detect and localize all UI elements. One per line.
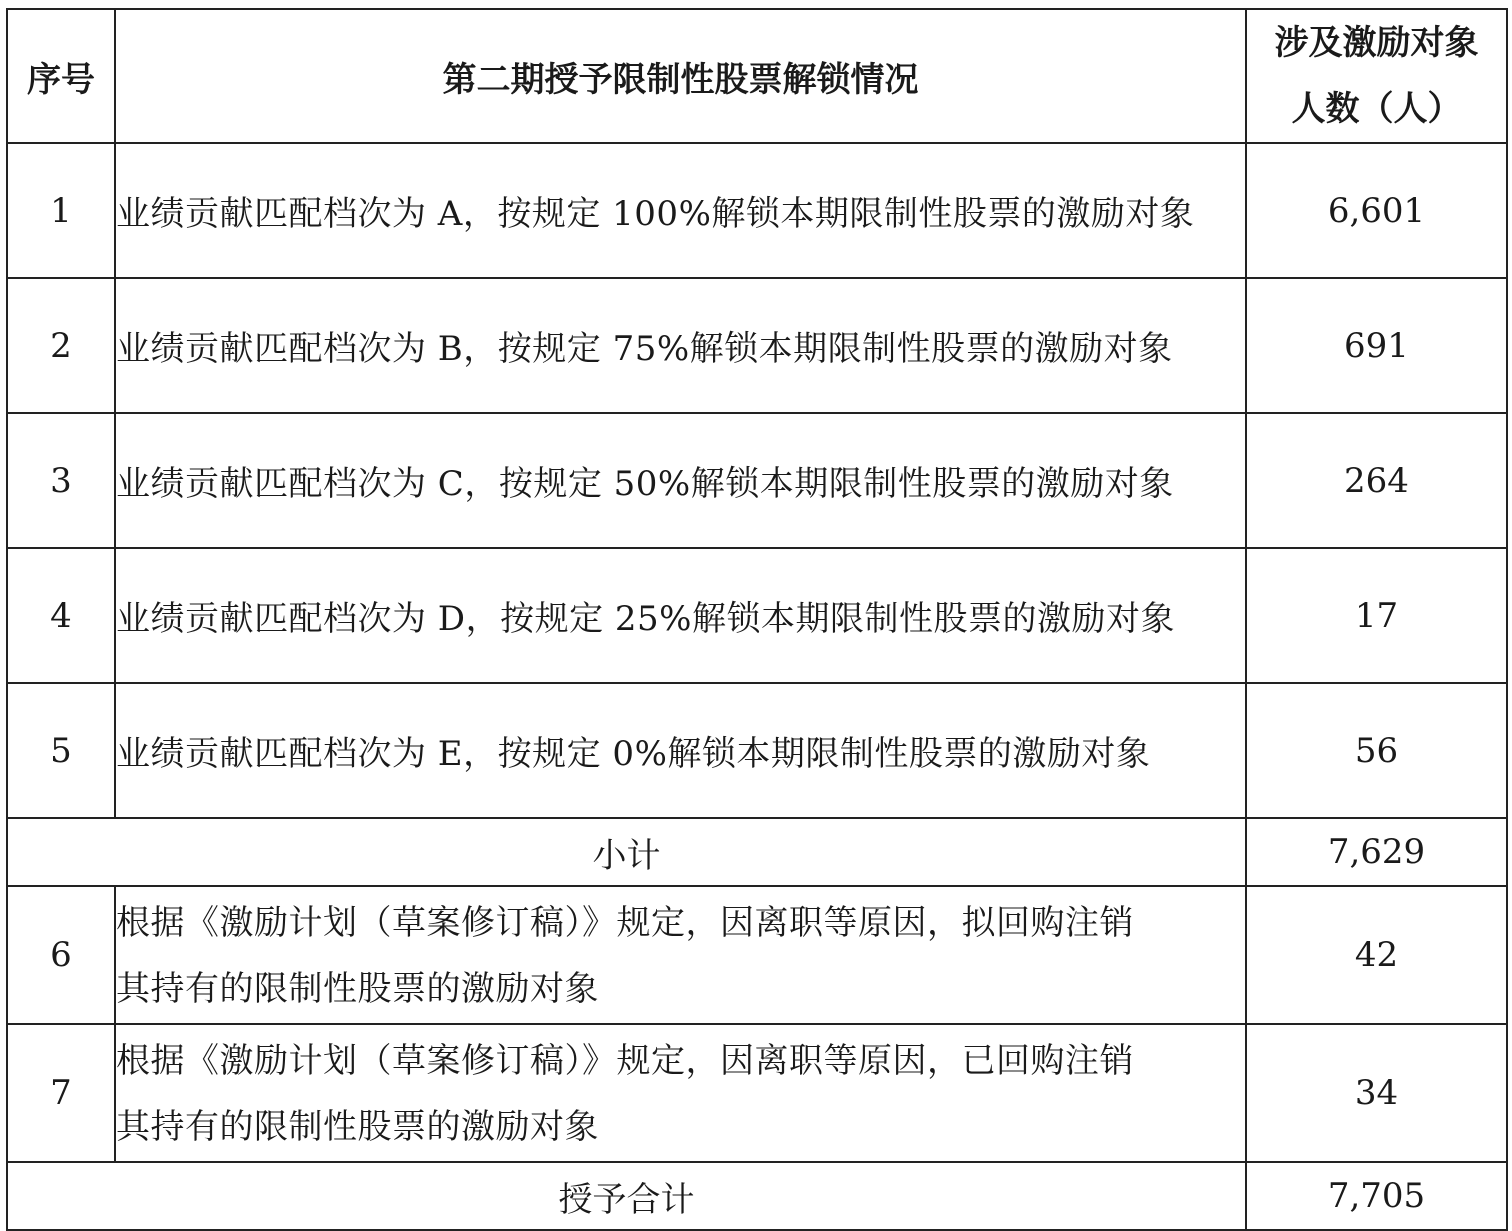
table-row: [7, 278, 1507, 413]
row-desc: 业绩贡献匹配档次为 D，按规定 25%解锁本期限制性股票的激励对象: [115, 548, 1246, 683]
total-row: [7, 1162, 1507, 1230]
table-row: [7, 683, 1507, 818]
row-desc-line2: 其持有的限制性股票的激励对象: [116, 969, 599, 1009]
row-desc: 业绩贡献匹配档次为 B，按规定 75%解锁本期限制性股票的激励对象: [115, 278, 1246, 413]
row-count: 691: [1246, 278, 1507, 413]
subtotal-label: 小计: [7, 818, 1246, 886]
row-seq: 2: [7, 278, 115, 413]
row-count: 56: [1246, 683, 1507, 818]
total-label: 授予合计: [7, 1162, 1246, 1230]
row-count: 34: [1246, 1024, 1507, 1162]
row-desc: 业绩贡献匹配档次为 C，按规定 50%解锁本期限制性股票的激励对象: [115, 413, 1246, 548]
table-row: [7, 1024, 1507, 1162]
row-count: 42: [1246, 886, 1507, 1024]
row-desc-line2: 其持有的限制性股票的激励对象: [116, 1107, 599, 1147]
row-desc: [115, 1024, 1246, 1162]
row-seq: 5: [7, 683, 115, 818]
header-desc: 第二期授予限制性股票解锁情况: [115, 9, 1246, 143]
row-seq: 6: [7, 886, 115, 1024]
unlock-summary-table: [6, 8, 1508, 1231]
table-row: [7, 548, 1507, 683]
row-seq: 7: [7, 1024, 115, 1162]
row-desc-line1: 根据《激励计划（草案修订稿）》规定，因离职等原因，拟回购注销: [116, 903, 1134, 943]
row-desc: [115, 886, 1246, 1024]
table-row: [7, 143, 1507, 278]
row-desc: 业绩贡献匹配档次为 A，按规定 100%解锁本期限制性股票的激励对象: [115, 143, 1246, 278]
row-seq: 1: [7, 143, 115, 278]
header-row: [7, 9, 1507, 143]
row-seq: 4: [7, 548, 115, 683]
row-count: 264: [1246, 413, 1507, 548]
total-count: 7,705: [1246, 1162, 1507, 1230]
header-count-line2: 人数（人）: [1291, 89, 1462, 129]
row-desc-line1: 根据《激励计划（草案修订稿）》规定，因离职等原因，已回购注销: [116, 1041, 1134, 1081]
row-count: 6,601: [1246, 143, 1507, 278]
row-desc: 业绩贡献匹配档次为 E，按规定 0%解锁本期限制性股票的激励对象: [115, 683, 1246, 818]
subtotal-row: [7, 818, 1507, 886]
table-row: [7, 886, 1507, 1024]
header-count: [1246, 9, 1507, 143]
subtotal-count: 7,629: [1246, 818, 1507, 886]
table-row: [7, 413, 1507, 548]
header-count-line1: 涉及激励对象: [1274, 23, 1479, 63]
row-count: 17: [1246, 548, 1507, 683]
header-seq: 序号: [7, 9, 115, 143]
row-seq: 3: [7, 413, 115, 548]
